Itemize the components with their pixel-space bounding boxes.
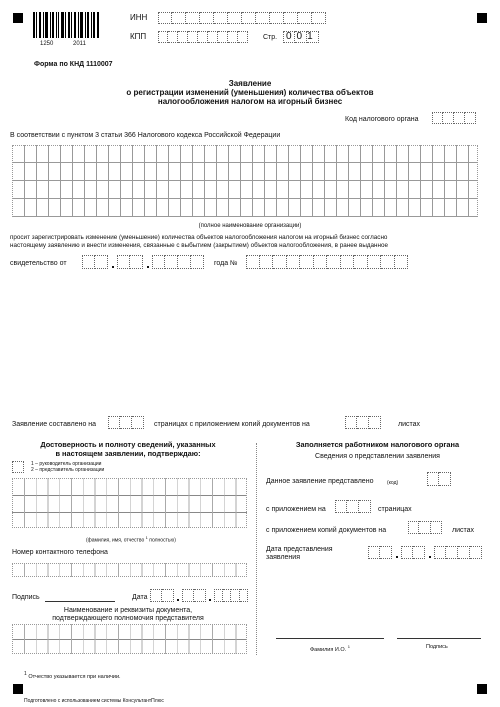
date-separator: [147, 266, 149, 268]
submitted-year-field[interactable]: [434, 546, 482, 559]
signer-fio-caption: [86, 534, 176, 545]
composed-pages-field[interactable]: [108, 416, 144, 429]
corner-marker-top-left: [13, 13, 23, 23]
certificate-year-field[interactable]: [152, 255, 204, 269]
employee-fio-label: [310, 643, 350, 654]
footnote-mark: 1: [24, 671, 27, 677]
kpp-field[interactable]: [158, 31, 248, 43]
signature-year-field[interactable]: [214, 589, 248, 602]
signature-label: Подпись: [12, 594, 40, 601]
inn-label: ИНН: [130, 13, 148, 22]
inn-field[interactable]: [158, 12, 326, 24]
date-separator: [396, 556, 398, 558]
kpp-label: КПП: [130, 32, 147, 41]
date-label: Дата: [132, 594, 148, 601]
with-pages-suffix: страницах: [378, 506, 412, 513]
form-code: Форма по КНД 1110007: [34, 61, 113, 68]
legal-basis-text: В соответствии с пунктом 3 статьи 366 Налогового кодекса Российской Федерации: [10, 132, 281, 139]
certificate-from-label: свидетельство от: [10, 260, 67, 267]
signer-type-field[interactable]: [12, 461, 24, 473]
footnote-text: Отчество указывается при наличии.: [28, 673, 121, 680]
organization-name-caption: (полное наименование организации): [198, 223, 302, 229]
fio-caption-sup: 1: [145, 535, 148, 540]
request-text-line2: настоящему заявлению и внести изменения, связанные с выбытием (закрытием) объектов налогообложения, в ранее выданное: [10, 242, 389, 249]
composed-sheets-field[interactable]: [345, 416, 381, 429]
right-subheading: Сведения о представлении заявления: [315, 453, 440, 460]
employee-fio-line: [276, 638, 384, 639]
signer-option-2: 2 – представитель организации: [31, 467, 105, 473]
corner-marker-bottom-right: [477, 684, 487, 694]
title-line1: Заявление: [228, 79, 272, 88]
composed-middle: страницах с приложением копий документов на: [154, 421, 310, 428]
with-copies-suffix: листах: [452, 527, 475, 534]
left-heading-line1: Достоверность и полноту сведений, указанных: [40, 440, 216, 449]
submitted-code-label: (код): [387, 480, 399, 486]
authority-doc-line2: подтверждающего полномочия представителя: [52, 615, 204, 622]
submitted-label: Данное заявление представлено: [266, 478, 374, 485]
date-separator: [112, 266, 114, 268]
date-separator: [177, 599, 179, 601]
signature-day-field[interactable]: [150, 589, 174, 602]
barcode: [33, 12, 99, 38]
tax-authority-code-label: Код налогового органа: [345, 116, 419, 123]
date-separator: [209, 599, 211, 601]
date-separator: [429, 556, 431, 558]
submitted-month-field[interactable]: [401, 546, 425, 559]
certificate-month-field[interactable]: [117, 255, 143, 269]
barcode-number-right: 2011: [73, 41, 86, 47]
phone-label: Номер контактного телефона: [12, 549, 108, 556]
organization-name-field[interactable]: [12, 145, 478, 217]
fio-caption-text: (фамилия, имя, отчество: [86, 537, 145, 544]
footnote: [24, 670, 121, 681]
authority-doc-field[interactable]: [12, 624, 247, 654]
employee-signature-label: Подпись: [426, 644, 448, 650]
with-pages-label: с приложением на: [266, 506, 326, 513]
page-label: Стр.: [263, 34, 278, 41]
date-submitted-line1: Дата представления: [266, 546, 333, 553]
fio-caption-end: полностью): [149, 537, 176, 544]
corner-marker-top-right: [477, 13, 487, 23]
submitted-day-field[interactable]: [368, 546, 392, 559]
employee-fio-sup: 1: [347, 644, 350, 649]
submitted-code-field[interactable]: [427, 472, 451, 486]
certificate-number-field[interactable]: [246, 255, 408, 269]
signature-line: [45, 601, 115, 602]
corner-marker-bottom-left: [13, 684, 23, 694]
with-copies-label: с приложением копий документов на: [266, 527, 387, 534]
with-pages-field[interactable]: [335, 500, 371, 513]
employee-fio-text: Фамилия И.О.: [310, 646, 347, 653]
composed-prefix: Заявление составлено на: [12, 421, 97, 428]
date-submitted-line2: заявления: [266, 554, 300, 561]
left-heading-line2: в настоящем заявлении, подтверждаю:: [55, 449, 201, 458]
employee-signature-line: [397, 638, 481, 639]
signature-month-field[interactable]: [182, 589, 206, 602]
authority-doc-line1: Наименование и реквизиты документа,: [63, 607, 193, 614]
title-line3: налогообложения налогом на игорный бизнес: [157, 97, 343, 106]
section-divider: [256, 443, 257, 655]
footer-note: Подготовлено с использованием системы КонсультантПлюс: [24, 698, 164, 704]
page-number: 001: [286, 31, 318, 42]
certificate-number-label: года №: [214, 260, 238, 267]
signer-fio-field[interactable]: [12, 478, 247, 528]
tax-authority-code-field[interactable]: [432, 112, 476, 124]
certificate-day-field[interactable]: [82, 255, 108, 269]
barcode-number-left: 1250: [40, 41, 54, 47]
signer-option-1: 1 – руководитель организации: [31, 461, 102, 467]
composed-suffix: листах: [398, 421, 421, 428]
title-line2: о регистрации изменений (уменьшения) количества объектов: [126, 88, 374, 97]
phone-field[interactable]: [12, 563, 247, 577]
right-heading: Заполняется работником налогового органа: [295, 440, 460, 449]
request-text-line1: просит зарегистрировать изменение (уменьшение) количества объектов налогообложения налогом на игорный бизнес согласно: [10, 234, 388, 241]
with-copies-field[interactable]: [408, 521, 442, 534]
